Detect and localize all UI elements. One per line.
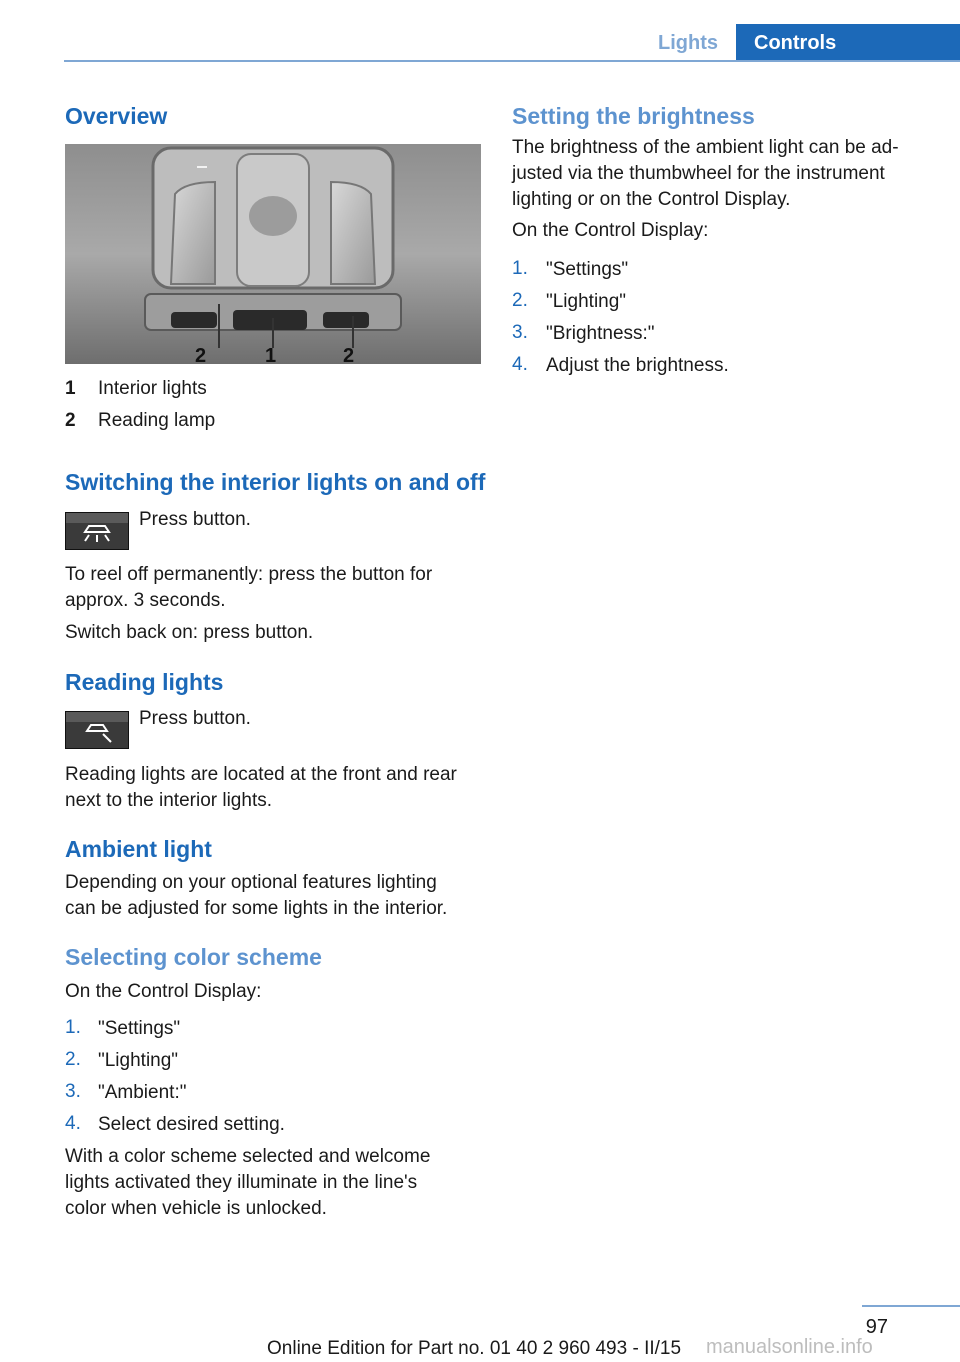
- header-section-tab: Lights: [658, 32, 718, 54]
- color-intro-text: On the Control Display:: [65, 981, 262, 1002]
- reading-press-text: Press button.: [139, 708, 251, 729]
- reading-lights-heading: Reading lights: [65, 669, 224, 695]
- figure-label-reading-left: 2: [195, 345, 207, 364]
- step-number: 3.: [65, 1081, 81, 1102]
- color-para-line: With a color scheme selected and welcome: [65, 1146, 431, 1167]
- interior-light-button-icon: [65, 512, 129, 550]
- header-rule: [64, 60, 960, 62]
- color-para-line: color when vehicle is unlocked.: [65, 1198, 327, 1219]
- legend-text: Interior lights: [98, 378, 207, 399]
- interior-lights-heading: Switching the interior lights on and off: [65, 469, 486, 495]
- step-text: "Brightness:": [546, 323, 655, 344]
- ambient-para-line: can be adjusted for some lights in the interior.: [65, 898, 448, 919]
- brightness-para-line: lighting or on the Control Display.: [512, 189, 791, 210]
- color-para-line: lights activated they illuminate in the line's: [65, 1172, 418, 1193]
- step-text: "Ambient:": [98, 1082, 187, 1103]
- step-text: "Settings": [546, 259, 629, 280]
- step-number: 3.: [512, 322, 528, 343]
- step-text: "Lighting": [98, 1050, 179, 1071]
- reading-para-line: next to the interior lights.: [65, 790, 272, 811]
- step-number: 4.: [512, 354, 528, 375]
- figure-label-interior: 1: [265, 345, 277, 364]
- color-scheme-heading: Selecting color scheme: [65, 944, 322, 970]
- step-text: Select desired setting.: [98, 1114, 285, 1135]
- brightness-intro-text: On the Control Display:: [512, 220, 709, 241]
- page-number: 97: [865, 1316, 888, 1338]
- interior-para-line: Switch back on: press button.: [65, 622, 314, 643]
- interior-para-line: approx. 3 seconds.: [65, 590, 226, 611]
- roof-console-photo: [65, 144, 481, 364]
- watermark-text: manualsonline.info: [706, 1336, 873, 1358]
- overview-heading: Overview: [65, 103, 168, 129]
- step-number: 4.: [65, 1113, 81, 1134]
- figure-label-reading-right: 2: [343, 345, 355, 364]
- footer-rule: [862, 1305, 960, 1307]
- step-text: Adjust the brightness.: [546, 355, 729, 376]
- step-number: 1.: [65, 1017, 81, 1038]
- reading-light-button-icon: [65, 711, 129, 749]
- brightness-heading: Setting the brightness: [512, 103, 755, 129]
- step-number: 1.: [512, 258, 528, 279]
- header-chapter-tab: Controls: [736, 24, 960, 62]
- legend-number: 2: [65, 410, 76, 431]
- edition-text: Online Edition for Part no. 01 40 2 960 493 - II/15: [267, 1338, 682, 1359]
- step-text: "Settings": [98, 1018, 181, 1039]
- brightness-para-line: The brightness of the ambient light can be ad‐: [512, 137, 899, 158]
- step-text: "Lighting": [546, 291, 627, 312]
- interior-press-text: Press button.: [139, 509, 251, 530]
- step-number: 2.: [512, 290, 528, 311]
- step-number: 2.: [65, 1049, 81, 1070]
- legend-text: Reading lamp: [98, 410, 216, 431]
- ambient-light-heading: Ambient light: [65, 836, 212, 862]
- interior-para-line: To reel off permanently: press the button for: [65, 564, 433, 585]
- ambient-para-line: Depending on your optional features lighting: [65, 872, 437, 893]
- legend-number: 1: [65, 378, 76, 399]
- reading-para-line: Reading lights are located at the front and rear: [65, 764, 457, 785]
- brightness-para-line: justed via the thumbwheel for the instrument: [512, 163, 885, 184]
